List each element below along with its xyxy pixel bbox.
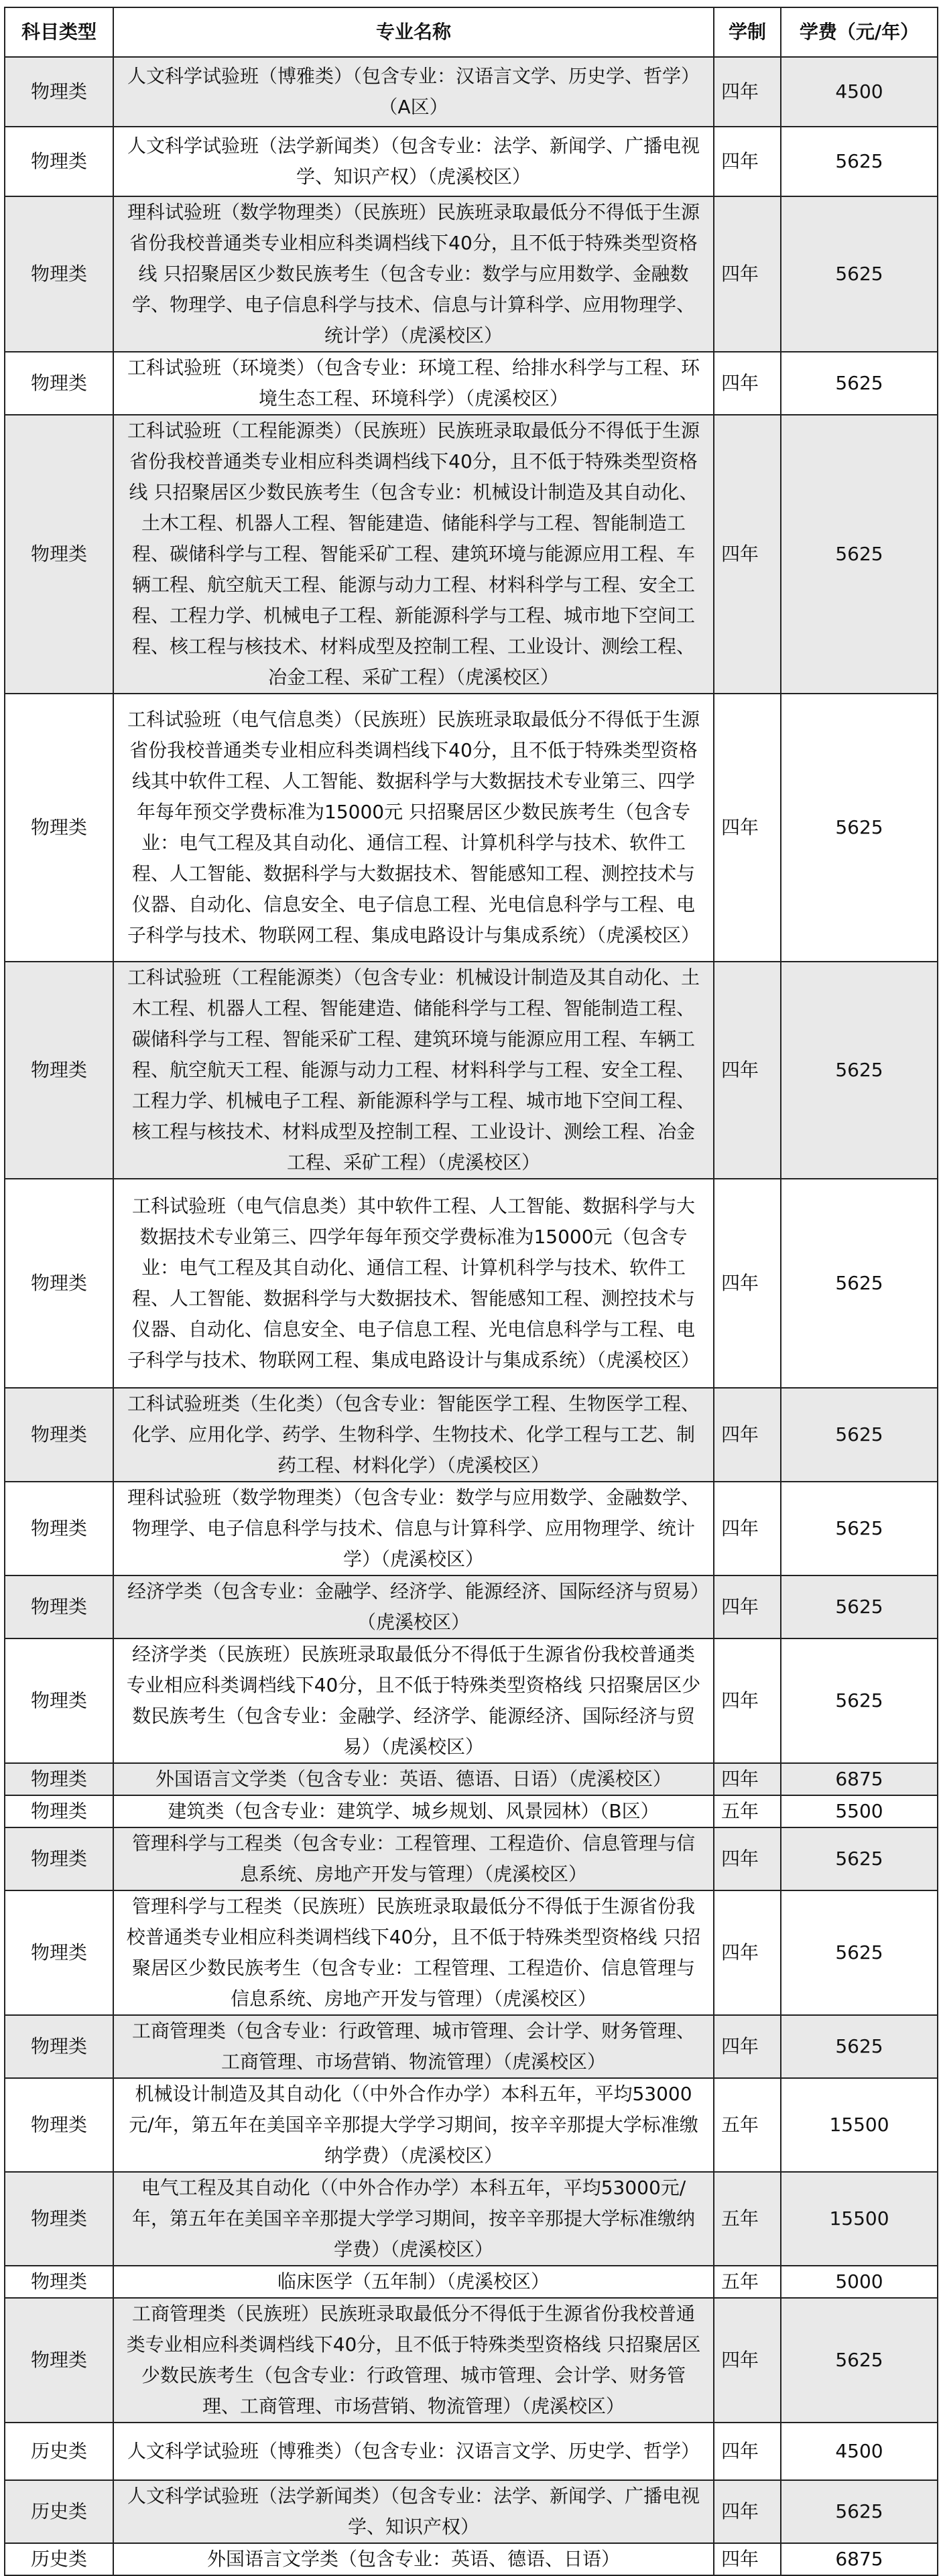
- row-category: 物理类: [5, 2298, 113, 2423]
- row-major: 外国语言文学类（包含专业：英语、德语、日语）: [113, 2543, 714, 2575]
- row-major: 管理科学与工程类（民族班）民族班录取最低分不得低于生源省份我校普通类专业相应科类调档线下40分，且不低于特殊类型资格线 只招聚居区少数民族考生（包含专业：工程管理、工程造价、信息管理与信息系统、房地产开发与管理）（虎溪校区）: [113, 1890, 714, 2015]
- row-major: 电气工程及其自动化（（中外合作办学）本科五年，平均53000元/年，第五年在美国辛辛那提大学学习期间，按辛辛那提大学标准缴纳学费）（虎溪校区）: [113, 2172, 714, 2266]
- header-major: 专业名称: [113, 7, 714, 57]
- row-major: 工科试验班（电气信息类）其中软件工程、人工智能、数据科学与大数据技术专业第三、四学年每年预交学费标准为15000元（包含专业：电气工程及其自动化、通信工程、计算机科学与技术、软件工程、人工智能、数据科学与大数据技术、智能感知工程、测控技术与仪器、自动化、信息安全、电子信息工程、光电信息科学与工程、电子科学与技术、物联网工程、集成电路设计与集成系统）（虎溪校区）: [113, 1179, 714, 1388]
- row-category: 物理类: [5, 352, 113, 415]
- row-fee: 5625: [781, 1482, 938, 1575]
- row-major: 工商管理类（民族班）民族班录取最低分不得低于生源省份我校普通类专业相应科类调档线下40分，且不低于特殊类型资格线 只招聚居区少数民族考生（包含专业：行政管理、城市管理、会计学、财务管理、工商管理、市场营销、物流管理）（虎溪校区）: [113, 2298, 714, 2423]
- row-category: 物理类: [5, 1179, 113, 1388]
- row-years: 五年: [714, 2078, 781, 2172]
- row-years: 四年: [714, 1890, 781, 2015]
- table-row: [5, 2543, 938, 2575]
- header-years: 学制: [714, 7, 781, 57]
- row-major: 机械设计制造及其自动化（（中外合作办学）本科五年，平均53000元/年，第五年在美国辛辛那提大学学习期间，按辛辛那提大学标准缴纳学费）（虎溪校区）: [113, 2078, 714, 2172]
- row-category: 物理类: [5, 2266, 113, 2298]
- row-category: 历史类: [5, 2480, 113, 2543]
- row-category: 物理类: [5, 962, 113, 1179]
- row-years: 五年: [714, 1795, 781, 1827]
- row-fee: 4500: [781, 57, 938, 127]
- row-major: 工科试验班（电气信息类）（民族班）民族班录取最低分不得低于生源省份我校普通类专业相应科类调档线下40分，且不低于特殊类型资格线其中软件工程、人工智能、数据科学与大数据技术专业第三、四学年每年预交学费标准为15000元 只招聚居区少数民族考生（包含专业：电气工程及其自动化、通信工程、计算机科学与技术、软件工程、人工智能、数据科学与大数据技术、智能感知工程、测控技术与仪器、自动化、信息安全、电子信息工程、光电信息科学与工程、电子科学与技术、物联网工程、集成电路设计与集成系统）（虎溪校区）: [113, 694, 714, 962]
- table-row: [5, 962, 938, 1179]
- row-years: 四年: [714, 2015, 781, 2078]
- row-fee: 5000: [781, 2266, 938, 2298]
- table-row: [5, 1179, 938, 1388]
- table-row: [5, 2078, 938, 2172]
- row-years: 四年: [714, 2423, 781, 2480]
- table-row: [5, 57, 938, 127]
- row-years: 四年: [714, 1388, 781, 1482]
- row-category: 物理类: [5, 415, 113, 694]
- row-fee: 15500: [781, 2172, 938, 2266]
- row-fee: 5500: [781, 1795, 938, 1827]
- row-years: 五年: [714, 2172, 781, 2266]
- table-row: [5, 1890, 938, 2015]
- row-fee: 5625: [781, 1179, 938, 1388]
- row-fee: 5625: [781, 2480, 938, 2543]
- table-row: [5, 2480, 938, 2543]
- table-row: [5, 1763, 938, 1795]
- row-fee: 5625: [781, 127, 938, 196]
- row-years: 四年: [714, 1575, 781, 1638]
- row-category: 物理类: [5, 196, 113, 352]
- row-years: 四年: [714, 57, 781, 127]
- row-fee: 5625: [781, 962, 938, 1179]
- table-row: [5, 694, 938, 962]
- table-row: [5, 196, 938, 352]
- row-fee: 5625: [781, 2298, 938, 2423]
- row-years: 四年: [714, 1482, 781, 1575]
- table-row: [5, 1575, 938, 1638]
- table-row: [5, 352, 938, 415]
- row-major: 经济学类（包含专业：金融学、经济学、能源经济、国际经济与贸易）（虎溪校区）: [113, 1575, 714, 1638]
- table-row: [5, 2298, 938, 2423]
- row-fee: 5625: [781, 415, 938, 694]
- row-category: 物理类: [5, 1638, 113, 1763]
- row-major: 临床医学（五年制）（虎溪校区）: [113, 2266, 714, 2298]
- row-years: 四年: [714, 694, 781, 962]
- row-category: 物理类: [5, 1388, 113, 1482]
- row-category: 物理类: [5, 1482, 113, 1575]
- table-row: [5, 2423, 938, 2480]
- fee-table: [4, 7, 938, 2576]
- row-category: 物理类: [5, 57, 113, 127]
- table-row: [5, 2266, 938, 2298]
- row-major: 理科试验班（数学物理类）（民族班）民族班录取最低分不得低于生源省份我校普通类专业相应科类调档线下40分，且不低于特殊类型资格线 只招聚居区少数民族考生（包含专业：数学与应用数学、金融数学、物理学、电子信息科学与技术、信息与计算科学、应用物理学、统计学）（虎溪校区）: [113, 196, 714, 352]
- row-major: 工科试验班（工程能源类）（民族班）民族班录取最低分不得低于生源省份我校普通类专业相应科类调档线下40分，且不低于特殊类型资格线 只招聚居区少数民族考生（包含专业：机械设计制造及其自动化、土木工程、机器人工程、智能建造、储能科学与工程、智能制造工程、碳储科学与工程、智能采矿工程、建筑环境与能源应用工程、车辆工程、航空航天工程、能源与动力工程、材料科学与工程、安全工程、工程力学、机械电子工程、新能源科学与工程、城市地下空间工程、核工程与核技术、材料成型及控制工程、工业设计、测绘工程、冶金工程、采矿工程）（虎溪校区）: [113, 415, 714, 694]
- row-category: 物理类: [5, 1763, 113, 1795]
- row-years: 四年: [714, 962, 781, 1179]
- row-major: 人文科学试验班（博雅类）（包含专业：汉语言文学、历史学、哲学）: [113, 2423, 714, 2480]
- row-major: 人文科学试验班（法学新闻类）（包含专业：法学、新闻学、广播电视学、知识产权）: [113, 2480, 714, 2543]
- row-major: 人文科学试验班（博雅类）（包含专业：汉语言文学、历史学、哲学）（A区）: [113, 57, 714, 127]
- row-fee: 15500: [781, 2078, 938, 2172]
- row-major: 经济学类（民族班）民族班录取最低分不得低于生源省份我校普通类专业相应科类调档线下40分，且不低于特殊类型资格线 只招聚居区少数民族考生（包含专业：金融学、经济学、能源经济、国际经济与贸易）（虎溪校区）: [113, 1638, 714, 1763]
- row-years: 四年: [714, 1827, 781, 1890]
- row-years: 四年: [714, 2480, 781, 2543]
- row-category: 物理类: [5, 2015, 113, 2078]
- header-fee: 学费（元/年）: [781, 7, 938, 57]
- row-fee: 5625: [781, 1890, 938, 2015]
- row-fee: 5625: [781, 2015, 938, 2078]
- row-fee: 6875: [781, 1763, 938, 1795]
- row-fee: 5625: [781, 352, 938, 415]
- row-years: 四年: [714, 1638, 781, 1763]
- row-years: 四年: [714, 1763, 781, 1795]
- row-years: 四年: [714, 2298, 781, 2423]
- row-category: 物理类: [5, 1795, 113, 1827]
- row-years: 四年: [714, 352, 781, 415]
- row-major: 建筑类（包含专业：建筑学、城乡规划、风景园林）（B区）: [113, 1795, 714, 1827]
- row-years: 五年: [714, 2266, 781, 2298]
- table-row: [5, 2172, 938, 2266]
- row-fee: 5625: [781, 196, 938, 352]
- row-major: 工科试验班（工程能源类）（包含专业：机械设计制造及其自动化、土木工程、机器人工程、智能建造、储能科学与工程、智能制造工程、碳储科学与工程、智能采矿工程、建筑环境与能源应用工程、车辆工程、航空航天工程、能源与动力工程、材料科学与工程、安全工程、工程力学、机械电子工程、新能源科学与工程、城市地下空间工程、核工程与核技术、材料成型及控制工程、工业设计、测绘工程、冶金工程、采矿工程）（虎溪校区）: [113, 962, 714, 1179]
- row-category: 物理类: [5, 2078, 113, 2172]
- row-years: 四年: [714, 1179, 781, 1388]
- row-category: 历史类: [5, 2543, 113, 2575]
- table-row: [5, 1638, 938, 1763]
- table-row: [5, 2015, 938, 2078]
- row-fee: 6875: [781, 2543, 938, 2575]
- row-major: 人文科学试验班（法学新闻类）（包含专业：法学、新闻学、广播电视学、知识产权）（虎溪校区）: [113, 127, 714, 196]
- header-category: 科目类型: [5, 7, 113, 57]
- row-major: 工科试验班（环境类）（包含专业：环境工程、给排水科学与工程、环境生态工程、环境科学）（虎溪校区）: [113, 352, 714, 415]
- table-row: [5, 1388, 938, 1482]
- table-row: [5, 415, 938, 694]
- row-major: 外国语言文学类（包含专业：英语、德语、日语）（虎溪校区）: [113, 1763, 714, 1795]
- table-row: [5, 127, 938, 196]
- row-major: 工商管理类（包含专业：行政管理、城市管理、会计学、财务管理、工商管理、市场营销、物流管理）（虎溪校区）: [113, 2015, 714, 2078]
- table-row: [5, 1482, 938, 1575]
- row-fee: 5625: [781, 1575, 938, 1638]
- row-category: 物理类: [5, 1575, 113, 1638]
- table-row: [5, 1795, 938, 1827]
- row-years: 四年: [714, 127, 781, 196]
- row-fee: 5625: [781, 1388, 938, 1482]
- row-fee: 5625: [781, 1827, 938, 1890]
- row-years: 四年: [714, 415, 781, 694]
- row-category: 物理类: [5, 127, 113, 196]
- row-category: 物理类: [5, 694, 113, 962]
- row-category: 物理类: [5, 2172, 113, 2266]
- row-major: 管理科学与工程类（包含专业：工程管理、工程造价、信息管理与信息系统、房地产开发与管理）（虎溪校区）: [113, 1827, 714, 1890]
- row-category: 物理类: [5, 1827, 113, 1890]
- row-category: 物理类: [5, 1890, 113, 2015]
- row-category: 历史类: [5, 2423, 113, 2480]
- row-fee: 5625: [781, 694, 938, 962]
- row-years: 四年: [714, 196, 781, 352]
- fee-table-container: [4, 7, 937, 2570]
- table-row: [5, 1827, 938, 1890]
- row-fee: 4500: [781, 2423, 938, 2480]
- table-header-row: [5, 7, 938, 57]
- row-major: 工科试验班类（生化类）（包含专业：智能医学工程、生物医学工程、化学、应用化学、药学、生物科学、生物技术、化学工程与工艺、制药工程、材料化学）（虎溪校区）: [113, 1388, 714, 1482]
- row-years: 四年: [714, 2543, 781, 2575]
- row-major: 理科试验班（数学物理类）（包含专业：数学与应用数学、金融数学、物理学、电子信息科学与技术、信息与计算科学、应用物理学、统计学）（虎溪校区）: [113, 1482, 714, 1575]
- row-fee: 5625: [781, 1638, 938, 1763]
